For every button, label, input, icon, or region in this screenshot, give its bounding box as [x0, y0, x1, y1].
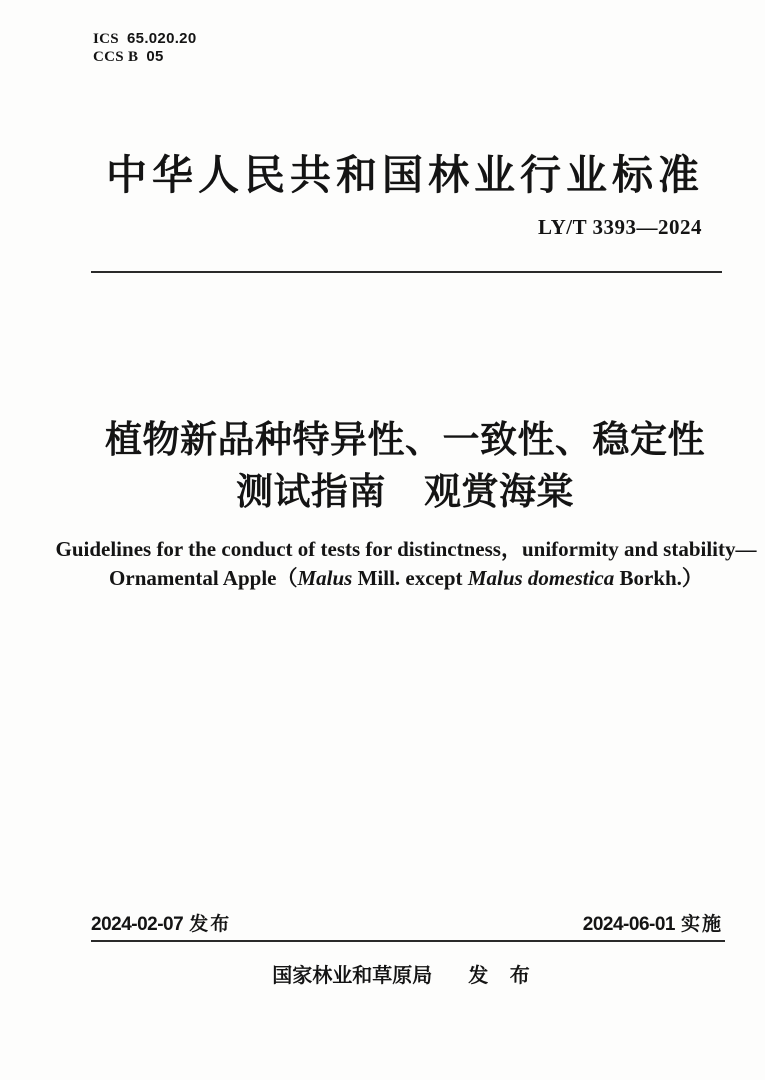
title-en-genus-italic: Malus	[297, 566, 353, 590]
title-en-line2	[56, 564, 757, 593]
header-divider-line	[91, 271, 722, 273]
title-en-line2-suffix: Borkh.）	[614, 566, 703, 590]
ics-code: 65.020.20	[127, 30, 197, 47]
publish-label: 发 布	[468, 965, 538, 987]
implementation-label: 实施	[680, 914, 723, 935]
classification-codes	[93, 30, 196, 66]
footer-divider-line	[91, 940, 725, 942]
title-en-line1: Guidelines for the conduct of tests for distinctness，uniformity and stability—	[55, 537, 757, 561]
standard-number: LY/T 3393—2024	[538, 215, 702, 239]
issue-date: 2024-02-07	[91, 914, 184, 935]
title-cn-line2-part1: 测试指南	[236, 471, 386, 512]
publisher-name: 国家林业和草原局	[272, 965, 433, 987]
ccs-line	[93, 48, 196, 66]
title-en-line2-prefix: Ornamental Apple（	[109, 566, 298, 590]
document-title-english	[56, 535, 757, 593]
issue-label: 发布	[189, 914, 232, 935]
standard-type-heading: 中华人民共和国林业行业标准	[106, 152, 704, 198]
title-en-species-italic: Malus domestica	[467, 566, 615, 590]
title-cn-line2-part2: 观赏海棠	[424, 471, 574, 512]
implementation-date: 2024-06-01	[582, 914, 675, 935]
ccs-label: CCS B	[93, 49, 139, 65]
implementation-date-group	[583, 909, 723, 936]
publisher-row	[272, 959, 538, 988]
document-title-chinese	[105, 414, 705, 518]
title-en-line2-mid: Mill. except	[352, 566, 468, 590]
ics-label: ICS	[93, 31, 119, 47]
date-row	[91, 909, 723, 936]
ics-line	[93, 30, 196, 48]
ccs-code: 05	[146, 48, 164, 65]
title-cn-line2	[105, 466, 705, 518]
title-cn-line1: 植物新品种特异性、一致性、稳定性	[105, 419, 705, 460]
issue-date-group	[91, 909, 231, 936]
